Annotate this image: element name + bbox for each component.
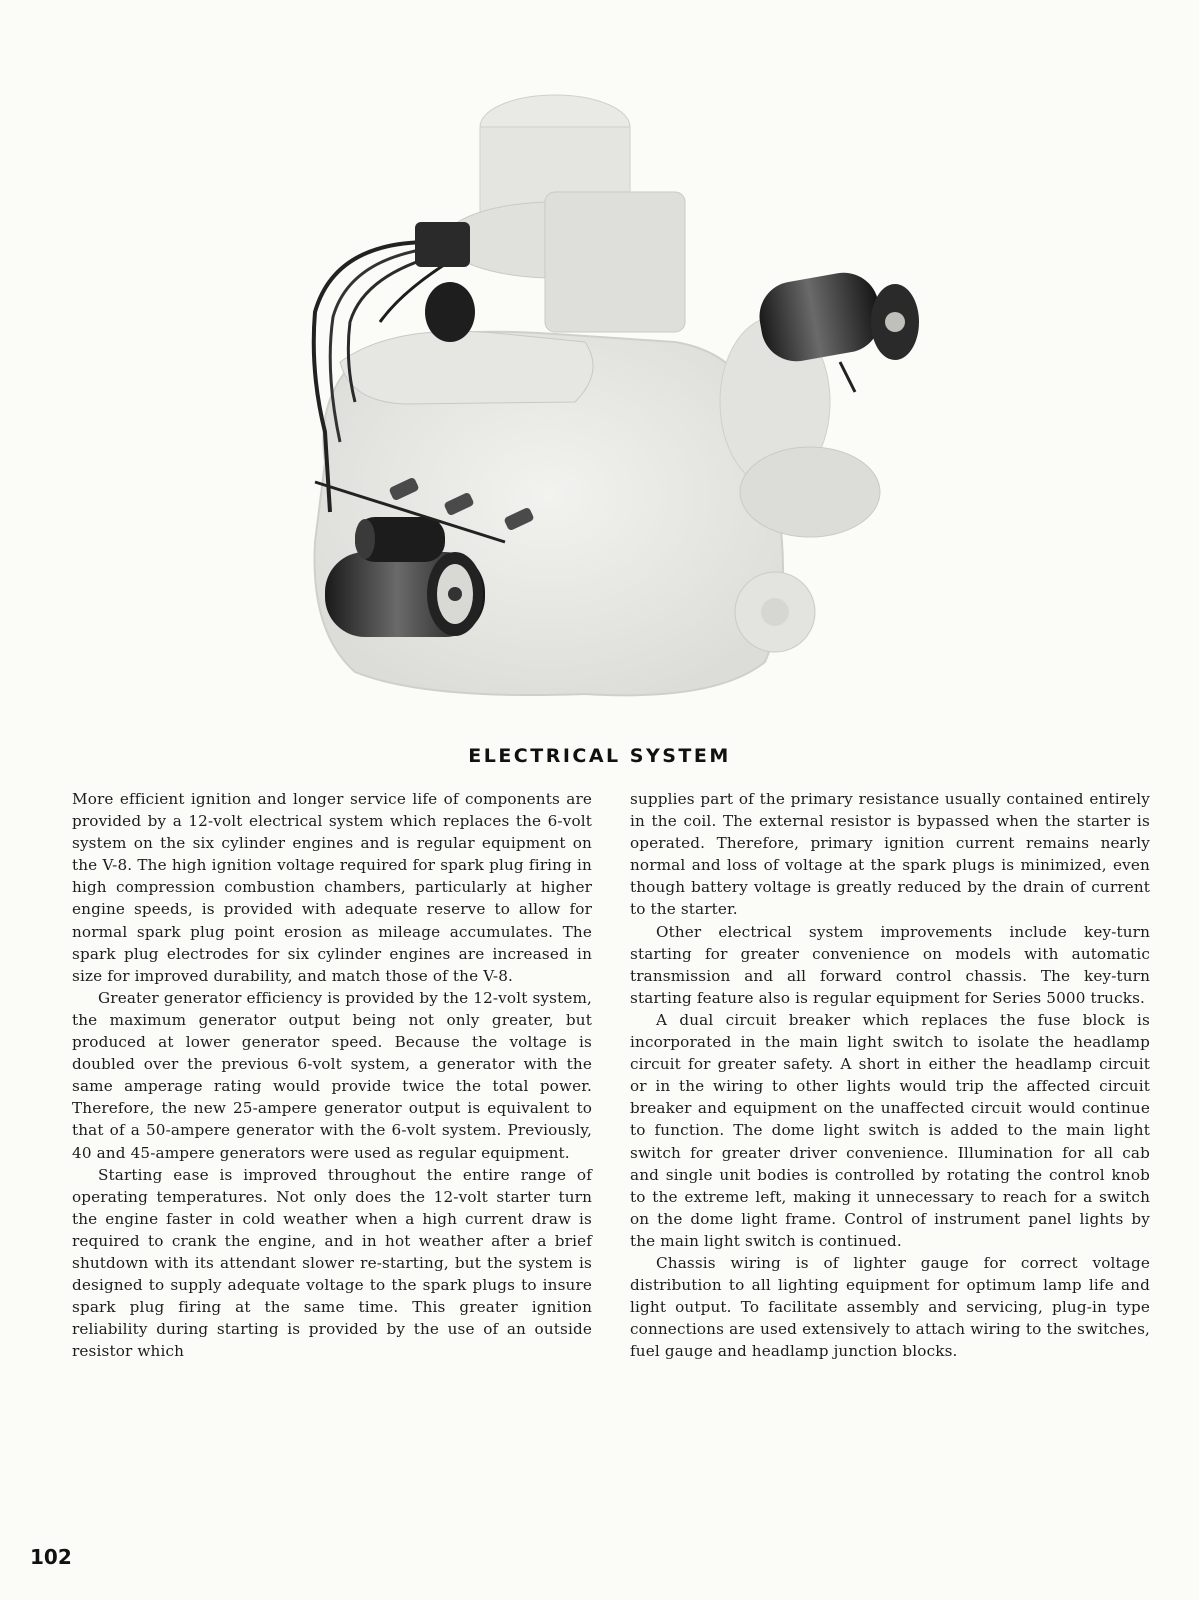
paragraph: Other electrical system improvements include key-turn starting for greater convenience on models with automatic transmission and all forward control chassis. The key-turn starting feature also is regular equipment for Series 5000 trucks. (630, 922, 1150, 1007)
section-heading: ELECTRICAL SYSTEM (468, 745, 731, 767)
paragraph: Chassis wiring is of lighter gauge for correct voltage distribution to all lighting equipment for optimum lamp life and light output. To facilitate assembly and servicing, plug-in type connections are used extensively to attach wiring to the switches, fuel gauge and headlamp junction blocks. (630, 1253, 1150, 1361)
paragraph: supplies part of the primary resistance usually contained entirely in the coil. The external resistor is bypassed when the starter is operated. Therefore, primary ignition current remains nearly normal and loss of voltage at the spark plugs is minimized, even though battery voltage is greatly reduced by the drain of current to the starter. (630, 790, 1150, 919)
paragraph: Greater generator efficiency is provided by the 12-volt system, the maximum generator output being not only greater, but produced at lower generator speed. Because the voltage is doubled over the previous 6-volt system, a generator with the same amperage rating would provide twice the total power. Therefore, the new 25-ampere generator output is equivalent to that of a 50-ampere generator with the 6-volt system. Previously, 40 and 45-ampere generators were used as regular equipment. (72, 988, 592, 1162)
paragraph: A dual circuit breaker which replaces the fuse block is incorporated in the main light switch to isolate the headlamp circuit for greater safety. A short in either the headlamp circuit or in the wiring to other lights would trip the affected circuit breaker and equipment on the unaffected circuit would continue to function. The dome light switch is added to the main light switch for greater driver convenience. Illumination for all cab and single unit bodies is controlled by rotating the control knob to the extreme left, making it unnecessary to reach for a switch on the dome light frame. Control of instrument panel lights by the main light switch is continued. (630, 1010, 1150, 1250)
left-column (72, 788, 592, 1362)
paragraph: Starting ease is improved throughout the entire range of operating temperatures. Not only does the 12-volt starter turn the engine faster in cold weather when a high current draw is required to crank the engine, and in hot weather after a brief shutdown with its attendant slower re-starting, but the system is designed to supply adequate voltage to the spark plugs to insure spark plug firing at the same time. This greater ignition reliability during starting is provided by the use of an outside resistor which (72, 1165, 592, 1361)
engine-illustration (255, 72, 965, 717)
page-number: 102 (30, 1545, 72, 1569)
right-column (630, 788, 1150, 1362)
paragraph: More efficient ignition and longer service life of components are provided by a 12-volt electrical system which replaces the 6-volt system on the six cylinder engines and is regular equipment on the V-8. The high ignition voltage required for spark plug firing in high compression combustion chambers, particularly at higher engine speeds, is provided with adequate reserve to allow for normal spark plug point erosion as mileage accumulates. The spark plug electrodes for six cylinder engines are increased in size for improved durability, and match those of the V-8. (72, 790, 592, 985)
